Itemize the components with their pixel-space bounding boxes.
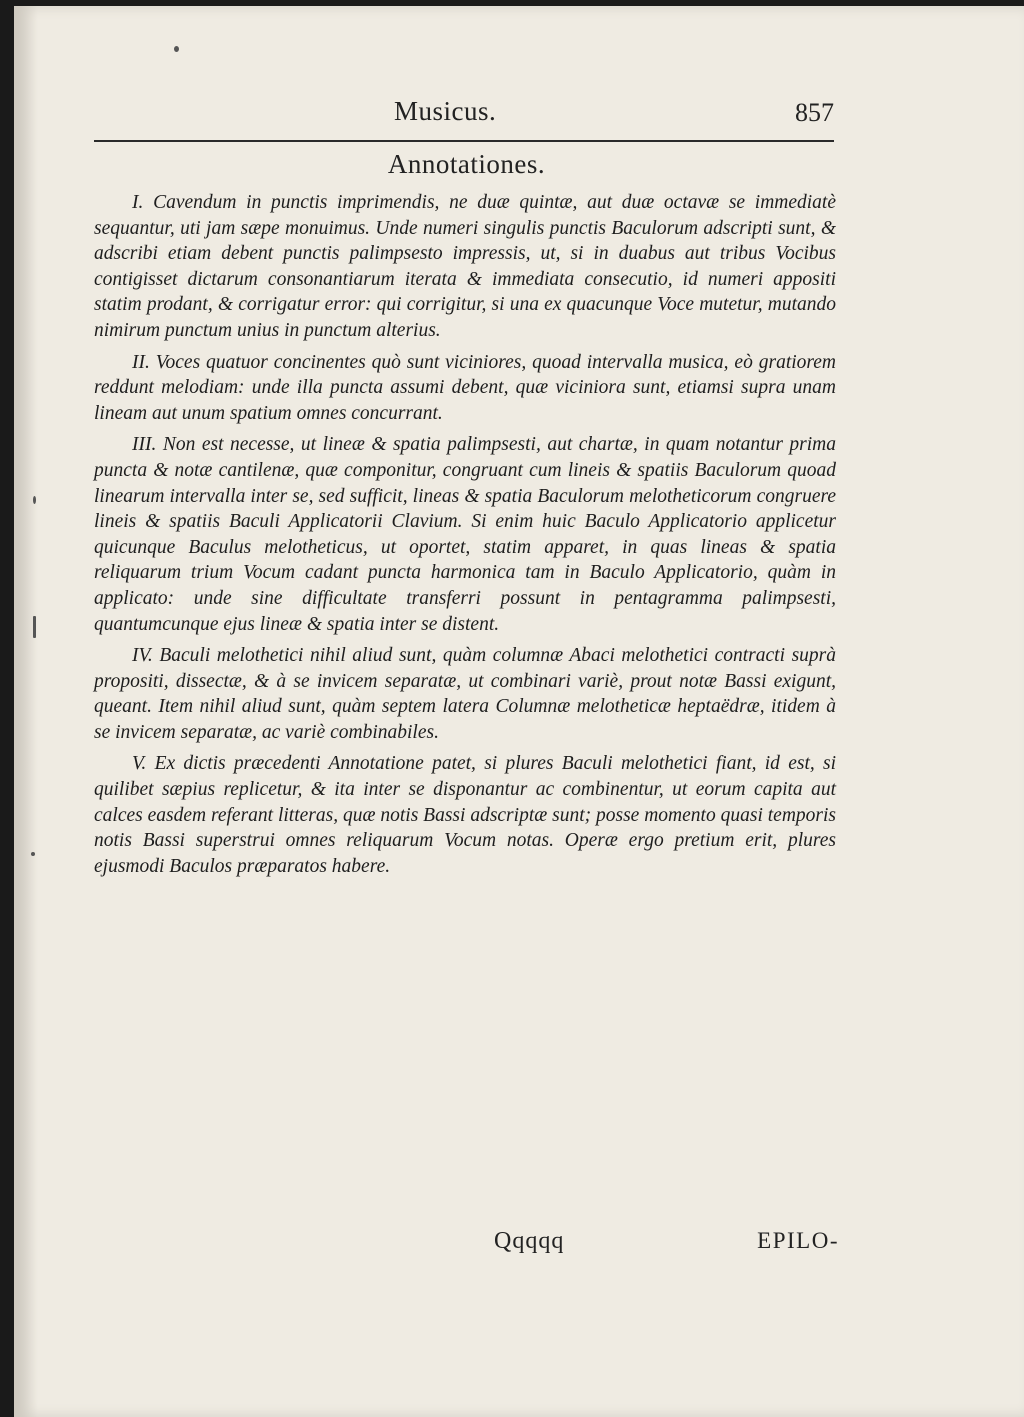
signature-mark: Qqqqq	[494, 1228, 565, 1254]
annotation-number: II.	[132, 351, 150, 373]
annotation-text: Baculi melothetici nihil aliud sunt, quàm columnæ Abaci melothetici contracti suprà propositi, dissectæ, & à se invicem separatæ, ut combinari variè, prout notæ Bassi exigunt, queant. Item nihil aliud sunt, quàm septem latera Columnæ melotheticæ heptaëdræ, itidem à se invicem separatæ, ac variè combinabiles.	[94, 645, 836, 743]
page-gutter	[14, 6, 38, 1417]
book-page	[14, 6, 1024, 1417]
ink-speck	[33, 616, 36, 638]
ink-speck	[174, 46, 179, 52]
ink-speck	[33, 496, 36, 504]
ink-speck	[31, 852, 35, 856]
annotation-paragraph	[94, 350, 836, 427]
page-number: 857	[795, 98, 834, 127]
catchword: EPILO-	[757, 1228, 839, 1253]
annotation-number: I.	[132, 192, 144, 213]
section-title: Annotationes.	[387, 149, 546, 179]
annotation-text: Non est necesse, ut lineæ & spatia palimpsesti, aut chartæ, in quam notantur prima puncta & notæ cantilenæ, quæ componitur, congruant cum lineis & spatiis Baculorum quoad linearum intervalla inter se, sed sufficit, lineas & spatia Baculorum melotheticorum congruere lineis & spatiis Baculi Applicatorii Clavium. Si enim huic Baculo Applicatorio applicetur quicunque Baculus melotheticus, ut oportet, statim apparet, in quas lineas & spatia reliquarum trium Vocum cadant puncta harmonica tam in Baculo Applicatorio, quàm in applicato: unde sine difficultate transferri possunt in pentagramma palimpsesti, quantumcunque ejus lineæ & spatia inter se distent.	[94, 434, 837, 635]
annotation-text: Voces quatuor concinentes quò sunt viciniores, quoad intervalla musica, eò gratiorem reddunt melodiam: unde illa puncta assumi debent, quæ viciniora sunt, etiamsi supra unam lineam aut unum spatium omnes concurrant.	[94, 351, 837, 424]
annotation-number: IV.	[132, 645, 153, 667]
annotation-paragraph	[94, 643, 836, 745]
annotations-body	[94, 190, 836, 885]
annotation-number: III.	[132, 434, 157, 456]
annotation-paragraph	[94, 432, 836, 637]
annotation-number: V.	[132, 753, 147, 775]
annotation-text: Ex dictis præcedenti Annotatione patet, si plures Baculi melothetici fiant, id est, si quilibet sæpius replicetur, & ita inter se disponantur ac combinentur, ut eorum capita aut calces easdem referant litteras, quæ notis Bassi adscriptæ sunt; posse momento quasi temporis notis Bassi superstrui omnes reliquarum Vocum notas. Operæ ergo pretium erit, plures ejusmodi Baculos præparatos habere.	[94, 753, 837, 877]
running-title: Musicus.	[394, 96, 497, 126]
annotation-text: Cavendum in punctis imprimendis, ne duæ quintæ, aut duæ octavæ se immediatè sequantur, uti jam sæpe monuimus. Unde numeri singulis punctis Baculorum adscripti sunt, & adscribi etiam debent punctis palimpsesto impressis, ut, si in duabus aut tribus Vocibus contigisset dictarum consonantiarum iterata & immediata consecutio, id numeri appositi statim prodant, & corrigatur error: qui corrigitur, si una ex quacunque Voce mutetur, mutando nimirum punctum unius in punctum alterius.	[94, 192, 837, 341]
header-rule	[94, 140, 834, 142]
annotation-paragraph	[94, 190, 836, 344]
page-footer	[94, 1228, 839, 1264]
annotation-paragraph	[94, 751, 836, 879]
page-header	[94, 88, 834, 140]
